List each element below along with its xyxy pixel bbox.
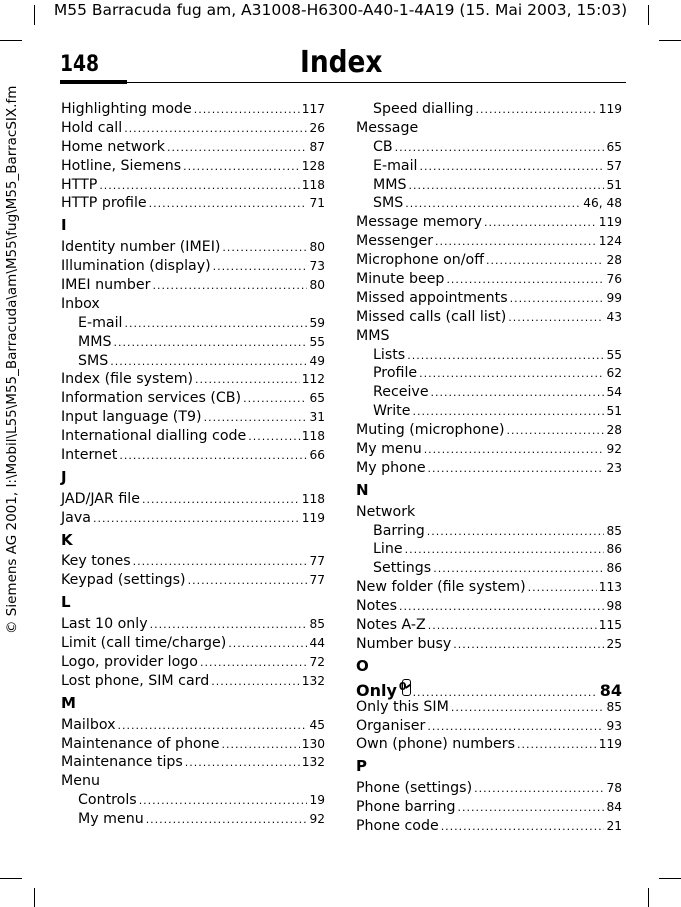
page-reference: 21 (606, 818, 622, 833)
page-reference: 113 (598, 580, 622, 595)
index-entry (356, 597, 622, 616)
index-term: My phone (356, 459, 426, 476)
dot-leader (133, 553, 308, 572)
crop-mark (34, 888, 35, 907)
page-reference: 132 (301, 673, 325, 688)
index-entry (356, 717, 622, 736)
index-entry (356, 679, 622, 698)
index-heading (356, 119, 622, 138)
page-reference: 119 (598, 737, 622, 752)
index-term: My menu (78, 811, 144, 828)
index-heading (356, 503, 622, 522)
page-reference: 84 (606, 800, 622, 815)
index-term: IMEI number (61, 277, 151, 294)
page-reference: 112 (301, 372, 325, 387)
index-entry (356, 289, 622, 308)
dot-leader (399, 598, 605, 617)
index-term: Input language (T9) (61, 409, 202, 426)
index-term: Barring (373, 522, 425, 539)
dot-leader (419, 365, 604, 384)
index-term: Phone barring (356, 799, 456, 816)
dot-leader (428, 617, 597, 636)
crop-mark (659, 40, 681, 41)
index-term: International dialling code (61, 428, 247, 445)
dot-leader (506, 422, 604, 441)
dot-leader (99, 177, 299, 196)
dot-leader (409, 177, 605, 196)
page-reference: 65 (606, 139, 622, 154)
index-entry (61, 753, 325, 772)
index-term: Speed dialling (373, 101, 474, 117)
page-reference: 115 (598, 618, 622, 633)
index-entry (356, 779, 622, 798)
page-reference: 72 (309, 654, 325, 669)
index-term: HTTP profile (61, 195, 147, 212)
index-term: Missed appointments (356, 289, 508, 306)
dot-leader (200, 654, 308, 673)
index-term: CB (373, 138, 393, 155)
page-reference: 119 (598, 102, 622, 116)
keylock-zero-key-icon (398, 679, 411, 696)
page-reference: 118 (301, 491, 325, 506)
index-term: Hold call (61, 119, 123, 136)
print-header: M55 Barracuda fug am, A31008-H6300-A40-1-4A19 (15. Mai 2003, 15:03) (53, 1, 628, 19)
dot-leader (435, 233, 597, 252)
dot-leader (446, 271, 604, 290)
index-entry (61, 552, 325, 571)
page-reference: 84 (599, 680, 622, 700)
index-heading (61, 772, 325, 791)
crop-mark (0, 878, 22, 879)
dot-leader (119, 447, 307, 466)
page-reference: 78 (606, 781, 622, 796)
page-reference: 23 (606, 460, 622, 475)
crop-mark (648, 888, 649, 907)
dot-leader (211, 673, 299, 692)
dot-leader (194, 101, 300, 120)
index-term: Highlighting mode (61, 101, 192, 117)
page-reference: 117 (301, 102, 325, 116)
index-entry (356, 698, 622, 717)
page-reference: 118 (301, 177, 325, 192)
page-reference: 80 (309, 240, 325, 255)
index-entry (61, 446, 325, 465)
index-term: Only (356, 680, 397, 700)
index-entry (61, 370, 325, 389)
index-term: My menu (356, 441, 422, 458)
dot-leader (424, 441, 605, 460)
index-entry (356, 270, 622, 289)
dot-leader (110, 353, 307, 372)
index-entry (356, 213, 622, 232)
dot-leader (395, 139, 605, 158)
page-reference: 65 (309, 391, 325, 406)
index-entry (356, 578, 622, 597)
index-term: Organiser (356, 717, 426, 734)
index-subentry (61, 314, 325, 333)
index-term: Settings (373, 560, 432, 577)
index-subentry (356, 100, 622, 119)
dot-leader (228, 635, 307, 654)
crop-mark (659, 878, 681, 879)
index-term: Muting (microphone) (356, 422, 505, 439)
index-letter: J (61, 467, 67, 486)
index-entry (61, 615, 325, 634)
dot-leader (528, 579, 597, 598)
dot-leader (139, 792, 308, 811)
index-term: Message (356, 119, 419, 136)
dot-leader (453, 636, 604, 655)
index-term: Receive (373, 384, 429, 401)
page-reference: 132 (301, 755, 325, 770)
index-subentry (356, 157, 622, 176)
page-reference: 71 (309, 196, 325, 211)
index-entry (61, 100, 325, 119)
index-subentry (61, 333, 325, 352)
index-term: Last 10 only (61, 616, 148, 633)
page-reference: 51 (606, 404, 622, 419)
index-entry (61, 427, 325, 446)
page-reference: 86 (606, 561, 622, 576)
dot-leader (405, 541, 605, 560)
index-entry (356, 798, 622, 817)
page-number: 148 (60, 52, 100, 77)
index-letter: O (356, 656, 369, 675)
index-term: Controls (78, 792, 137, 809)
index-entry (61, 408, 325, 427)
index-letter: K (61, 530, 73, 549)
index-letter: P (356, 757, 367, 776)
page-reference: 87 (309, 139, 325, 154)
index-letter: I (61, 216, 67, 235)
index-subentry (61, 352, 325, 371)
dot-leader (222, 239, 307, 258)
dot-leader (243, 390, 307, 409)
page-reference: 85 (606, 523, 622, 538)
index-term: Lists (373, 346, 406, 363)
index-term: Write (373, 403, 411, 420)
page-reference: 86 (606, 542, 622, 557)
index-entry (61, 119, 325, 138)
index-entry (356, 635, 622, 654)
index-subentry (356, 383, 622, 402)
page-reference: 98 (606, 599, 622, 614)
index-entry (356, 616, 622, 635)
index-term: Notes (356, 598, 397, 615)
page-reference: 19 (309, 793, 325, 808)
index-term: JAD/JAR file (61, 490, 140, 507)
dot-leader (152, 277, 307, 296)
index-term: Illumination (display) (61, 258, 211, 275)
index-entry (61, 138, 325, 157)
index-entry (356, 232, 622, 251)
index-term: Line (373, 541, 403, 558)
index-term: MMS (373, 176, 407, 193)
index-term: Hotline, Siemens (61, 157, 182, 174)
dot-leader (124, 315, 307, 334)
index-entry (356, 440, 622, 459)
index-entry (356, 817, 622, 836)
index-term: Only this SIM (356, 698, 449, 715)
dot-leader (419, 158, 604, 177)
index-entry (61, 257, 325, 276)
copyright-sidebar: © Siemens AG 2001, I:\Mobil\L55\M55_Barracuda\am\M55\fug\M55_BarracSIX.fm (4, 85, 20, 634)
index-letter: L (61, 593, 71, 612)
index-term: Message memory (356, 214, 482, 231)
index-term: Lost phone, SIM card (61, 672, 210, 689)
header-rule-accent (60, 80, 127, 84)
index-term: Phone code (356, 817, 439, 834)
index-term: E-mail (373, 157, 418, 174)
index-term: Missed calls (call list) (356, 308, 507, 325)
page-reference: 124 (598, 234, 622, 249)
dot-leader (475, 101, 596, 120)
page-reference: 66 (309, 448, 325, 463)
page-reference: 55 (606, 347, 622, 362)
page-reference: 77 (309, 573, 325, 588)
index-entry (61, 634, 325, 653)
index-entry (61, 276, 325, 295)
index-term: Menu (61, 773, 100, 790)
index-term: Own (phone) numbers (356, 736, 516, 753)
page-reference: 118 (301, 429, 325, 444)
page-reference: 85 (606, 699, 622, 714)
index-term: Information services (CB) (61, 390, 242, 407)
index-entry (61, 176, 325, 195)
dot-leader (428, 460, 605, 479)
crop-mark (0, 40, 22, 41)
index-heading (356, 327, 622, 346)
dot-leader (248, 428, 299, 447)
header-rule (60, 82, 626, 83)
index-column-right (356, 100, 622, 836)
page-reference: 28 (606, 253, 622, 268)
page-reference: 92 (309, 812, 325, 827)
index-letter: N (356, 480, 369, 499)
index-entry (61, 157, 325, 176)
index-term: SMS (78, 352, 109, 369)
dot-leader (167, 139, 307, 158)
index-term: Internet (61, 447, 118, 464)
index-term: E-mail (78, 314, 123, 331)
dot-leader (188, 572, 308, 591)
index-term: Key tones (61, 553, 131, 570)
dot-leader (405, 195, 581, 214)
page-reference: 46, 48 (583, 196, 622, 211)
dot-leader (142, 491, 300, 510)
index-term: Notes A-Z (356, 617, 426, 634)
dot-leader (149, 195, 308, 214)
dot-leader (441, 818, 605, 837)
index-subentry (356, 402, 622, 421)
index-entry (61, 672, 325, 691)
index-subentry (356, 522, 622, 541)
dot-leader (221, 736, 299, 755)
index-heading (61, 295, 325, 314)
index-term: Maintenance of phone (61, 735, 220, 752)
dot-leader (146, 811, 308, 830)
index-term: Java (61, 509, 91, 526)
dot-leader (508, 309, 604, 328)
dot-leader (427, 718, 604, 737)
index-term: New folder (file system) (356, 579, 526, 596)
page-reference: 80 (309, 278, 325, 293)
page-reference: 43 (606, 309, 622, 324)
index-term: Keypad (settings) (61, 572, 186, 589)
dot-leader (486, 252, 604, 271)
page-reference: 93 (606, 718, 622, 733)
index-entry (356, 459, 622, 478)
dot-leader (93, 510, 300, 529)
dot-leader (412, 403, 604, 422)
dot-leader (458, 799, 605, 818)
index-subentry (356, 364, 622, 383)
dot-leader (204, 409, 308, 428)
index-entry (61, 509, 325, 528)
page-reference: 99 (606, 290, 622, 305)
index-subentry (356, 346, 622, 365)
page-reference: 85 (309, 617, 325, 632)
dot-leader (183, 158, 300, 177)
index-entry (61, 716, 325, 735)
dot-leader (474, 780, 604, 799)
page-reference: 26 (309, 120, 325, 135)
dot-leader (407, 347, 604, 366)
index-subentry (356, 176, 622, 195)
page-title: Index (300, 45, 383, 80)
index-term: Identity number (IMEI) (61, 239, 221, 256)
dot-leader (195, 371, 300, 390)
page-reference: 59 (309, 315, 325, 330)
dot-leader (427, 523, 605, 542)
page-reference: 73 (309, 259, 325, 274)
dot-leader (431, 384, 605, 403)
index-subentry (356, 540, 622, 559)
page-reference: 28 (606, 423, 622, 438)
page-reference: 76 (606, 272, 622, 287)
page-reference: 128 (301, 158, 325, 173)
dot-leader (124, 120, 307, 139)
dot-leader (517, 736, 597, 755)
dot-leader (150, 616, 308, 635)
index-entry (356, 251, 622, 270)
index-term: Logo, provider logo (61, 653, 198, 670)
index-term: MMS (356, 327, 390, 344)
index-term: Network (356, 503, 416, 520)
page-reference: 119 (301, 510, 325, 525)
index-term: Messenger (356, 233, 434, 250)
index-term: Number busy (356, 635, 452, 652)
page-reference: 77 (309, 554, 325, 569)
index-subentry (61, 810, 325, 829)
page-reference: 51 (606, 177, 622, 192)
dot-leader (185, 754, 300, 773)
dot-leader (451, 699, 605, 718)
page-reference: 130 (301, 736, 325, 751)
index-subentry (61, 791, 325, 810)
index-term: Index (file system) (61, 371, 194, 388)
index-term: Phone (settings) (356, 780, 473, 797)
index-entry (61, 653, 325, 672)
page-reference: 57 (606, 158, 622, 173)
index-subentry (356, 138, 622, 157)
index-entry (61, 389, 325, 408)
page-reference: 55 (309, 334, 325, 349)
page-reference: 49 (309, 353, 325, 368)
index-term: Limit (call time/charge) (61, 635, 227, 652)
page-reference: 54 (606, 385, 622, 400)
dot-leader (213, 258, 308, 277)
index-entry (61, 238, 325, 257)
page-reference: 31 (309, 410, 325, 425)
dot-leader (484, 214, 597, 233)
index-term: MMS (78, 333, 112, 350)
dot-leader (114, 334, 308, 353)
index-subentry (356, 559, 622, 578)
page-reference: 62 (606, 366, 622, 381)
index-term: SMS (373, 195, 404, 212)
index-term: Profile (373, 365, 418, 382)
index-entry (356, 421, 622, 440)
index-entry (61, 490, 325, 509)
index-term: Mailbox (61, 716, 116, 733)
index-entry (61, 571, 325, 590)
page-reference: 45 (309, 717, 325, 732)
page-reference: 119 (598, 215, 622, 230)
page-reference: 92 (606, 442, 622, 457)
index-entry (356, 308, 622, 327)
index-term: Inbox (61, 295, 100, 312)
page-reference: 25 (606, 636, 622, 651)
index-column-left (61, 100, 325, 829)
index-term: Maintenance tips (61, 754, 183, 771)
key-icon-label: 0 (398, 679, 407, 693)
index-letter: M (61, 693, 76, 712)
dot-leader (433, 560, 604, 579)
index-term: Home network (61, 138, 166, 155)
index-term: HTTP (61, 176, 98, 193)
index-term: Minute beep (356, 271, 445, 288)
dot-leader (510, 290, 605, 309)
index-term: Microphone on/off (356, 252, 484, 269)
dot-leader (117, 717, 307, 736)
index-entry (356, 735, 622, 754)
index-entry (61, 735, 325, 754)
page-reference: 44 (309, 636, 325, 651)
index-entry (61, 194, 325, 213)
index-subentry (356, 194, 622, 213)
